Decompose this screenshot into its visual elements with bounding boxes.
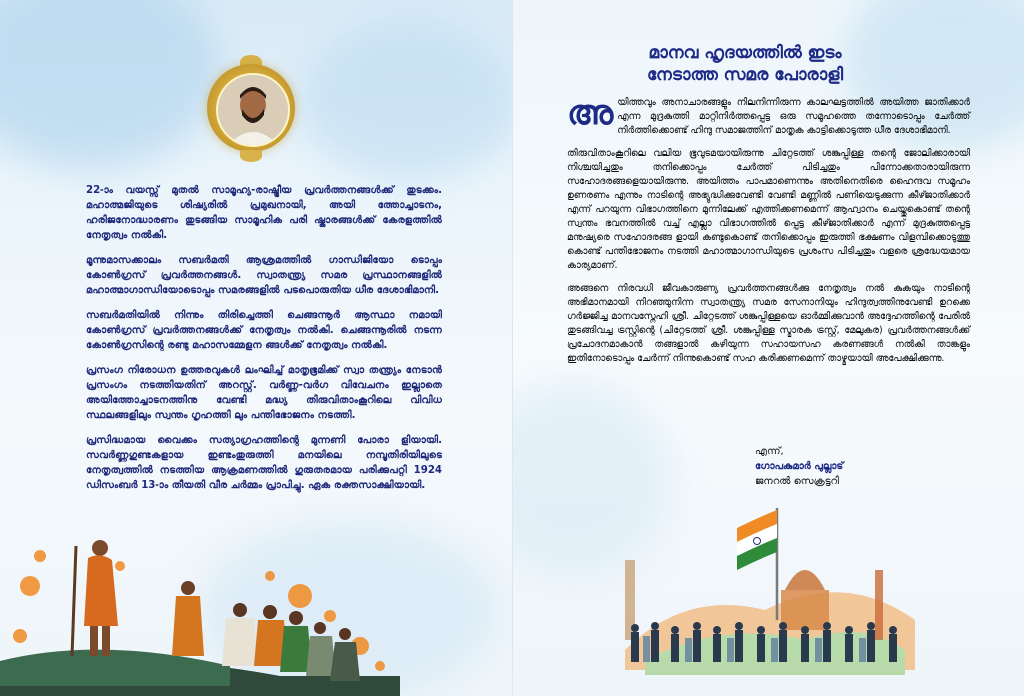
left-paragraph: 22-ാം വയസ്സ് മുതൽ സാമൂഹ്യ-രാഷ്ട്രീയ പ്രവർത്തനങ്ങൾക്ക് തുടക്കം. മഹാത്മജിയുടെ ശിഷ്യരിൽ പ്രമുഖനായി, അയി ത്തോച്ചാടനം, ഹരിജനോദ്ധാരണം തുടങ്ങിയ സാമൂഹിക പരി ഷ്കാരങ്ങൾക്ക് കേരളത്തിൽ നേതൃത്വം നൽകി. — [86, 185, 442, 241]
portrait-frame — [207, 64, 295, 152]
independence-illustration — [605, 500, 935, 690]
signature-block — [755, 444, 955, 489]
right-paragraph-1 — [567, 93, 970, 138]
title-line-1: മാനവ ഹൃദയത്തിൽ ഇടം — [648, 43, 842, 63]
watercolor-wash — [300, 20, 512, 180]
signatory-title: ജനറൽ സെക്രട്ടറി — [755, 476, 839, 487]
right-body-text — [567, 93, 970, 375]
left-paragraph: മൂന്നുമാസക്കാലം സബർമതി ആശ്രമത്തിൽ ഗാന്ധിജിയോ ടൊപ്പം കോൺഗ്രസ് പ്രവർത്തനങ്ങൾ. സ്വാതന്ത്ര്യ സമര പ്രസ്ഥാനങ്ങളിൽ മഹാത്മാഗാന്ധിയോടൊപ്പം സമരങ്ങളിൽ പടപൊരുതിയ ധീര ദേശാഭിമാനി. — [86, 255, 442, 296]
drop-cap: അ — [567, 93, 614, 133]
right-paragraph-2: തിരുവിതാംകൂറിലെ വലിയ ഭൂവുടമയായിരുന്നു ചിറ്റേടത്ത് ശങ്കുപ്പിള്ള തന്റെ ജോലിക്കാരായി നിശ്ചയിച്ചതും തനിക്കൊപ്പം ചേർത്ത് പിടിച്ചതും പിന്നോക്കതാരായിരുന്ന സഹോദരങ്ങളെയായിരുന്നു. അയിത്തം പാപമാണെന്നും അതിനെതിരെ ഹൈന്ദവ സമൂഹം ഉണരണം എന്നും നാടിന്റെ അഭ്യുദ്ധിക്കുവേണ്ടി വേണ്ടി മണ്ണിൽ പണിയെടുക്കുന്ന കീഴ്ജാതിക്കാർ എന്ന് പറയുന്ന വിഭാഗത്തിനെ മുന്നിലേക്ക് എത്തിക്കണമെന്ന് ആഹ്വാനം ചെയ്തുകൊണ്ട് തന്റെ സ്വന്തം ഭവനത്തിൽ വച്ച് എല്ലാ വിഭാഗത്തിൽ പ്പെട്ട കീഴ്ജാതിക്കാർ എന്ന് മുദ്രകുത്തപ്പെട്ട മനുഷ്യരെ സഹോദരങ്ങ ളായി കണ്ടുകൊണ്ട് തനിക്കൊപ്പം ഇരുത്തി ഭക്ഷണം വിളമ്പിക്കൊടുത്തു കൊണ്ട് പന്തിഭോജനം നടത്തി മഹാത്മാഗാന്ധിയുടെ പ്രശംസ പിടിച്ചതും വളരെ ശ്രദ്ധേയമായ കാര്യമാണ്. — [567, 148, 970, 271]
left-paragraph: പ്രസിദ്ധമായ വൈക്കം സത്യാഗ്രഹത്തിന്റെ മുന്നണി പോരാ ളിയായി. സവർണ്ണഗുണ്ടകളായ ഇണ്ടംതുരുത്തി മനയിലെ നമ്പൂതിരിയിലുടെ നേതൃത്വത്തിൽ നടത്തിയ ആക്രമണത്തിൽ ഗുരുതരമായ പരിക്കുപറ്റി 1924 ഡിസംബർ 13-ാം തീയതി വീര ചർമ്മം പ്രാപിച്ചു. ഏക രക്തസാക്ഷിയായി. — [86, 435, 442, 491]
article-title — [540, 42, 950, 86]
left-body-text — [86, 183, 442, 503]
signatory-name: ഗോപകുമാർ പുല്ലാട് — [755, 461, 844, 472]
title-line-2: നേടാത്ത സമര പോരാളി — [646, 65, 844, 85]
left-paragraph: സബർമതിയിൽ നിന്നും തിരിച്ചെത്തി ചെങ്ങന്നൂർ ആസ്ഥാ നമായി കോൺഗ്രസ് പ്രവർത്തനങ്ങൾക്ക് നേതൃത്വം നൽകി. ചെങ്ങന്നൂരിൽ നടന്ന കോൺഗ്രസിന്റെ രണ്ടു മഹാസമ്മേളന ങ്ങൾക്ക് നേതൃത്വം നൽകി. — [86, 310, 442, 351]
right-paragraph-3: അങ്ങനെ നിരവധി ജീവകാരുണ്യ പ്രവർത്തനങ്ങൾക്കു നേതൃത്വം നൽ കുകയും നാടിന്റെ അഭിമാനമായി നിറഞ്ഞുനിന്ന സ്വാതന്ത്ര്യ സമര സേനാനിയും ഹിന്ദുത്വത്തിനുവേണ്ടി ഉറക്കെ ഗർജ്ജിച്ച മാനവസ്നേഹി ശ്രീ. ചിറ്റേടത്ത് ശങ്കുപ്പിള്ളയെ ഓർമ്മിക്കുവാൻ അദ്ദേഹത്തിന്റെ പേരിൽ തുടങ്ങിവച്ച ട്രസ്റ്റിന്റെ (ചിറ്റേടത്ത് ശ്രീ. ശങ്കുപ്പിള്ള സ്മാരക ട്രസ്റ്റ്, മേലുകര) പ്രവർത്തനങ്ങൾക്ക് പ്രചോദനമാകാൻ തങ്ങളാൽ കഴിയുന്ന സഹായസഹ കരണങ്ങൾ നൽകി താങ്കളും ഇതിനോടൊപ്പം ചേർന്ന് നിന്നുകൊണ്ട് സഹ കരിക്കണമെന്ന് താഴ്മയായി അപേക്ഷിക്കുന്നു. — [567, 283, 970, 364]
frame-ornament-bottom — [240, 150, 262, 162]
closing-word: എന്ന്, — [755, 446, 784, 457]
salt-march-illustration — [0, 526, 512, 696]
portrait-photo — [216, 73, 290, 147]
paragraph-text: യിത്തവും അനാചാരങ്ങളും നിലനിന്നിരുന്ന കാലഘട്ടത്തിൽ അയിത്ത ജാതിക്കാർ എന്ന മുദ്രകുത്തി മാറ്റിനിർത്തപ്പെട്ട ഒരു സമൂഹത്തെ തന്നോടൊപ്പം ചേർത്ത് നിർത്തിക്കൊണ്ട് ഹിന്ദു സമാജത്തിന് മാതൃക കാട്ടിക്കൊടുത്ത ധീര ദേശാഭിമാനി. — [617, 97, 970, 136]
watercolor-wash — [0, 0, 220, 170]
left-paragraph: പ്രസംഗ നിരോധന ഉത്തരവുകൾ ലംഘിച്ച് മാതൃഭൂമിക്ക് സ്വാ തന്ത്ര്യം നേടാൻ പ്രസംഗം നടത്തിയതിന് അറസ്റ്റ്. വർണ്ണ-വർഗ വിവേചനം ഇല്ലാതെ അയിത്തോച്ചാടനത്തിനു വേണ്ടി മദ്ധ്യ തിരുവിതാംകൂറിലെ വിവിധ സ്ഥലങ്ങളിലും സ്വന്തം ഗൃഹത്തി ലും പന്തിഭോജനം നടത്തി. — [86, 365, 442, 421]
